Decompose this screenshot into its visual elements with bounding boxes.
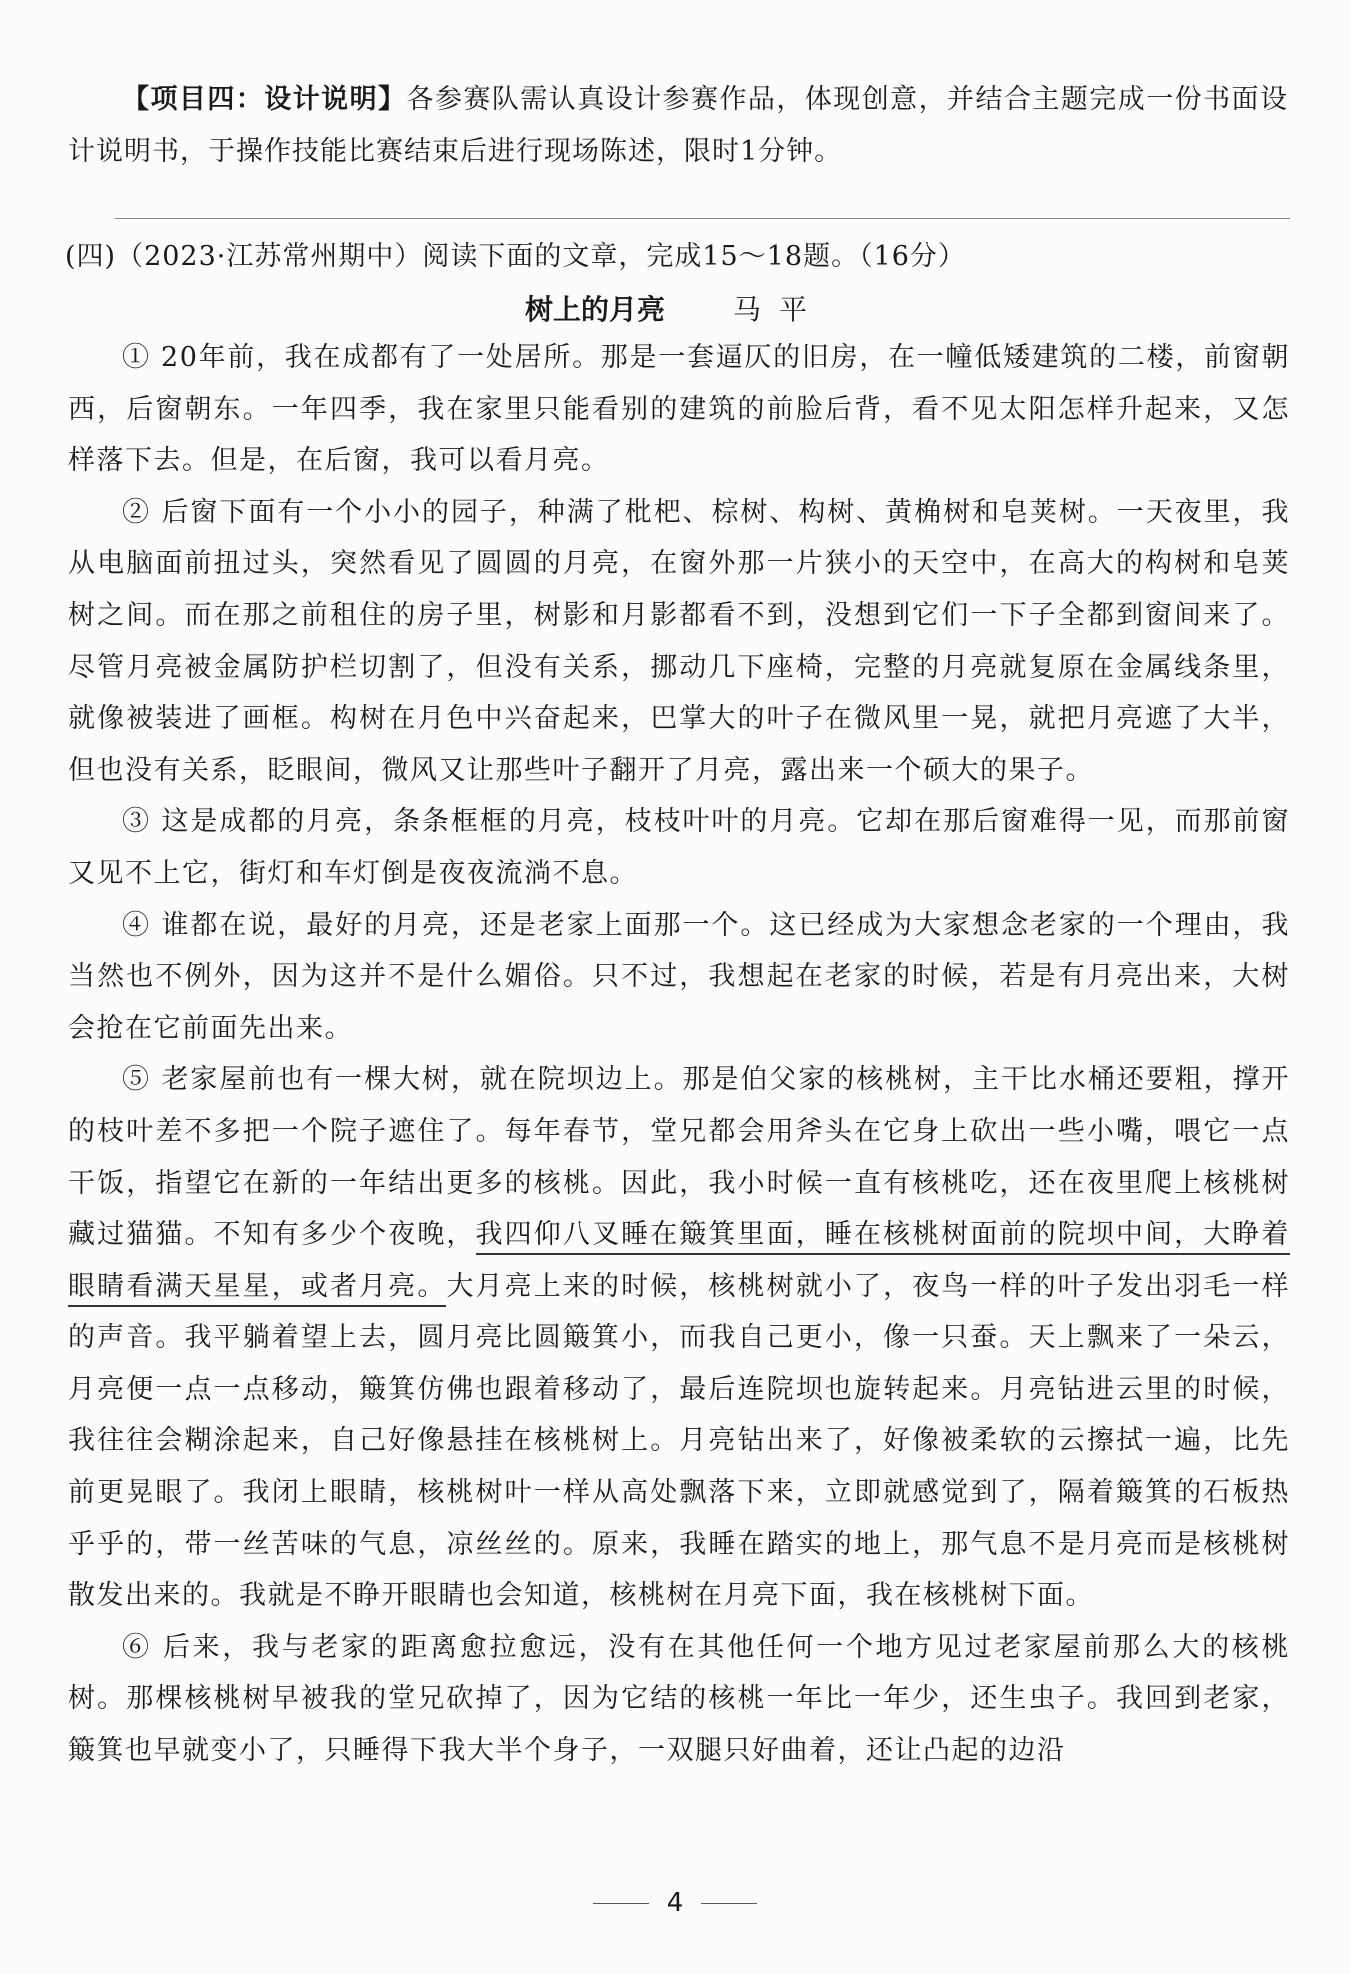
page-footer [0, 1888, 1350, 1918]
article-author: 马平 [733, 293, 826, 326]
paragraph-5-after: 大月亮上来的时候，核桃树就小了，夜鸟一样的叶子发出羽毛一样的声音。我平躺着望上去，圆月亮比圆簸箕小，而我自己更小，像一只蚕。天上飘来了一朵云，月亮便一点一点移动，簸箕仿佛也跟着移动了，最后连院坝也旋转起来。月亮钻进云里的时候，我往往会糊涂起来，自己好像悬挂在核桃树上。月亮钻出来了，好像被柔软的云擦拭一遍，比先前更晃眼了。我闭上眼睛，核桃树叶一样从高处飘落下来，立即就感觉到了，隔着簸箕的石板热乎乎的，带一丝苦味的气息，凉丝丝的。原来，我睡在踏实的地上，那气息不是月亮而是核桃树散发出来的。我就是不睁开眼睛也会知道，核桃树在月亮下面，我在核桃树下面。 [68, 1270, 1291, 1612]
article-body [68, 332, 1290, 1777]
project-four-text: 各参赛队需认真设计参赛作品，体现创意，并结合主题完成一份书面设计说明书，于操作技能比赛结束后进行现场陈述，限时1分钟。 [68, 84, 1288, 167]
paragraph-5 [68, 1054, 1290, 1622]
paragraph-6: ⑥ 后来，我与老家的距离愈拉愈远，没有在其他任何一个地方见过老家屋前那么大的核桃树。那棵核桃树早被我的堂兄砍掉了，因为它结的核桃一年比一年少，还生虫子。我回到老家，簸箕也早就变小了，只睡得下我大半个身子，一双腿只好曲着，还让凸起的边沿 [68, 1631, 1290, 1767]
paragraph-3: ③ 这是成都的月亮，条条框框的月亮，枝枝叶叶的月亮。它却在那后窗难得一见，而那前窗又见不上它，街灯和车灯倒是夜夜流淌不息。 [68, 806, 1290, 889]
project-four-label: 【项目四：设计说明】 [122, 84, 407, 115]
footer-left-rule [593, 1903, 649, 1904]
article-title: 树上的月亮 [524, 293, 665, 326]
paragraph-5-before: ⑤ 老家屋前也有一棵大树，就在院坝边上。那是伯父家的核桃树，主干比水桶还要粗，撑开的枝叶差不多把一个院子遮住了。每年春节，堂兄都会用斧头在它身上砍出一些小嘴，喂它一点干饭，指望它在新的一年结出更多的核桃。因此，我小时候一直有核桃吃，还在夜里爬上核桃树藏过猫猫。不知有多少个夜晚， [68, 1064, 1290, 1251]
paragraph-4: ④ 谁都在说，最好的月亮，还是老家上面那一个。这已经成为大家想念老家的一个理由，我当然也不例外，因为这并不是什么媚俗。只不过，我想起在老家的时候，若是有月亮出来，大树会抢在它前面先出来。 [68, 909, 1290, 1044]
reading-section-heading: (四)（2023·江苏常州期中）阅读下面的文章，完成15～18题。（16分） [65, 241, 966, 272]
page-number: 4 [666, 1888, 684, 1918]
project-four-intro [68, 74, 1288, 178]
footer-right-rule [701, 1903, 757, 1904]
section-divider [115, 218, 1290, 219]
paragraph-2: ② 后窗下面有一个小小的园子，种满了枇杷、棕树、构树、黄桷树和皂荚树。一天夜里，我从电脑面前扭过头，突然看见了圆圆的月亮，在窗外那一片狭小的天空中，在高大的构树和皂荚树之间。而在那之前租住的房子里，树影和月影都看不到，没想到它们一下子全都到窗间来了。尽管月亮被金属防护栏切割了，但没有关系，挪动几下座椅，完整的月亮就复原在金属线条里，就像被装进了画框。构树在月色中兴奋起来，巴掌大的叶子在微风里一晃，就把月亮遮了大半，但也没有关系，眨眼间，微风又让那些叶子翻开了月亮，露出来一个硕大的果子。 [68, 496, 1290, 786]
article-title-row [0, 288, 1350, 328]
underlined-sentence: 我四仰八叉睡在簸箕里面，睡在核桃树面前的院坝中间，大睁着眼睛看满天星星，或者月亮。 [68, 1219, 1290, 1307]
paragraph-1: ① 20年前，我在成都有了一处居所。那是一套逼仄的旧房，在一幢低矮建筑的二楼，前窗朝西，后窗朝东。一年四季，我在家里只能看别的建筑的前脸后背，看不见太阳怎样升起来，又怎样落下去。但是，在后窗，我可以看月亮。 [68, 342, 1290, 477]
